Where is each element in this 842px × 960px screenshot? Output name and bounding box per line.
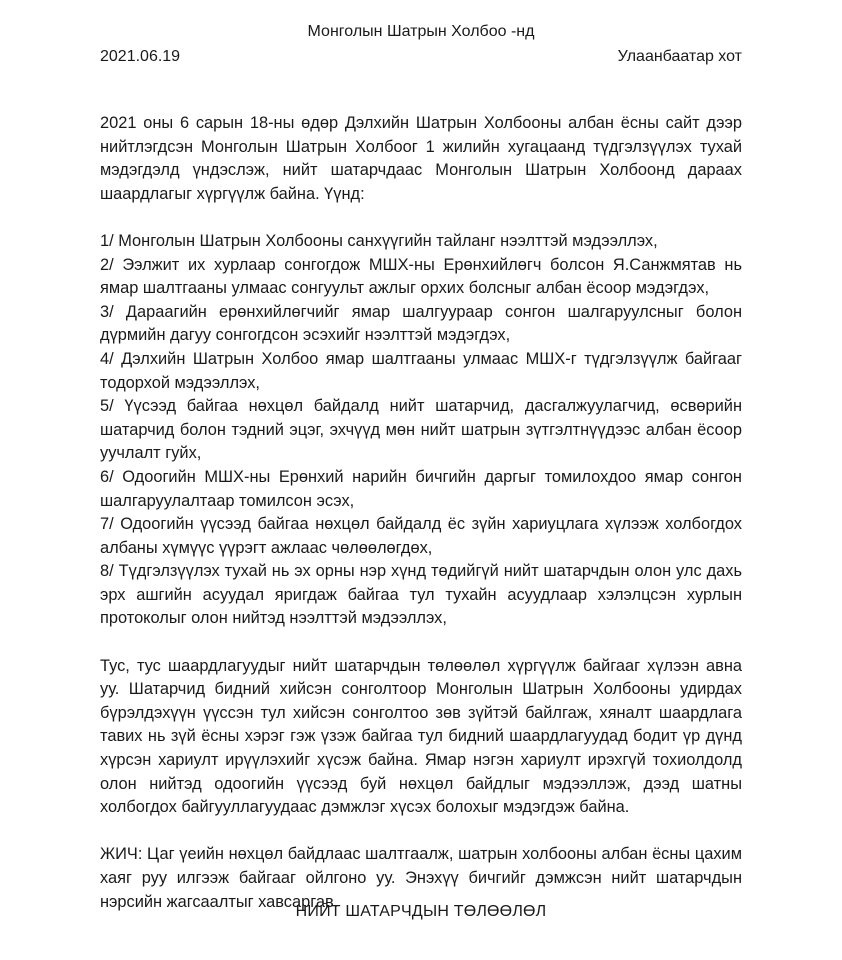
letter-location: Улаанбаатар хот: [617, 48, 742, 65]
demand-item: 8/ Түдгэлзүүлэх тухай нь эх орны нэр хүнд төдийгүй нийт шатарчдын олон улс дахь эрх ашгийн асуудал яригдаж байгаа тул тухайн асуудлаар хэлэлцсэн хурлын протоколыг олон нийтэд нээлттэй мэдээллэх,: [100, 562, 742, 628]
intro-paragraph: 2021 оны 6 сарын 18-ны өдөр Дэлхийн Шатрын Холбооны албан ёсны сайт дээр нийтлэгдсэн Монголын Шатрын Холбоог 1 жилийн хугацаанд түдгэлзүүлэх тухай мэдэгдэлд үндэслэж, нийт шатарчдаас Монголын Шатрын Холбоонд дараах шаардлагыг хүргүүлж байна. Үүнд:: [100, 114, 742, 203]
demand-item: 4/ Дэлхийн Шатрын Холбоо ямар шалтгааны улмаас МШХ-г түдгэлзүүлж байгааг тодорхой мэдээллэх,: [100, 349, 742, 392]
addressee-heading: Монголын Шатрын Холбоо -нд: [307, 23, 535, 40]
demand-item: 1/ Монголын Шатрын Холбооны санхүүгийн тайланг нээлттэй мэдээллэх,: [100, 231, 658, 250]
demand-item: 6/ Одоогийн МШХ-ны Ерөнхий нарийн бичгийн даргыг томилохдоо ямар сонгон шалгаруулалтаар томилсон эсэх,: [100, 467, 742, 510]
letter-body: [100, 112, 742, 914]
demand-item: 3/ Дараагийн ерөнхийлөгчийг ямар шалгуураар сонгон шалгаруулсныг болон дүрмийн дагуу сонгогдсон эсэхийг нээлттэй мэдэгдэх,: [100, 302, 742, 345]
demands-list: [100, 230, 742, 631]
letter-date: 2021.06.19: [100, 48, 181, 65]
note-paragraph: ЖИЧ: Цаг үеийн нөхцөл байдлаас шалтгаалж, шатрын холбооны албан ёсны цахим хаяг руу илгээж байгааг ойлгоно уу. Энэхүү бичгийг дэмжсэн нийт шатарчдын нэрсийн жагсаалтыг хавсаргав.: [100, 845, 742, 911]
demand-item: 7/ Одоогийн үүсээд байгаа нөхцөл байдалд ёс зүйн хариуцлага хүлээж холбогдох албаны хүмүүс үүрэгт ажлаас чөлөөлөгдөх,: [100, 515, 742, 557]
signature: НИЙТ ШАТАРЧДЫН ТӨЛӨӨЛӨЛ: [295, 903, 547, 920]
letter-meta: [100, 47, 742, 67]
demand-item: 2/ Ээлжит их хурлаар сонгогдож МШХ-ны Ерөнхийлөгч болсон Я.Санжмятав нь ямар шалтгааны улмаас сонгуульт ажлыг орхих болсныг албан ёсоор мэдэгдэх,: [100, 255, 742, 298]
demand-item: 5/ Үүсээд байгаа нөхцөл байдалд нийт шатарчид, дасгалжуулагчид, өсвөрийн шатарчид болон тэдний эцэг, эхчүүд мөн нийт шатрын зүтгэлтнүүдээс албан ёсоор уучлалт гуйх,: [100, 397, 742, 463]
closing-paragraph: Тус, тус шаардлагуудыг нийт шатарчдын төлөөлөл хүргүүлж байгааг хүлээн авна уу. Шатарчид бидний хийсэн сонголтоор Монголын Шатрын Холбооны удирдах бүрэлдэхүүн үүссэн тул хийсэн сонголтоо зөв зүйтэй байлгаж, хяналт шаардлага тавих нь зүй ёсны хэрэг гэж үзэж байгаа тул бидний шаардлагуудад бодит үр дүнд хүрсэн хариулт ирүүлэхийг хүсэж байна. Ямар нэгэн хариулт ирэхгүй тохиолдолд олон нийтэд одоогийн үүсээд буй нөхцөл байдлыг мэдээллэж, дээд шатны холбогдох байгууллагуудаас дэмжлэг хүсэх болохыг мэдэгдэж байна.: [100, 656, 742, 817]
